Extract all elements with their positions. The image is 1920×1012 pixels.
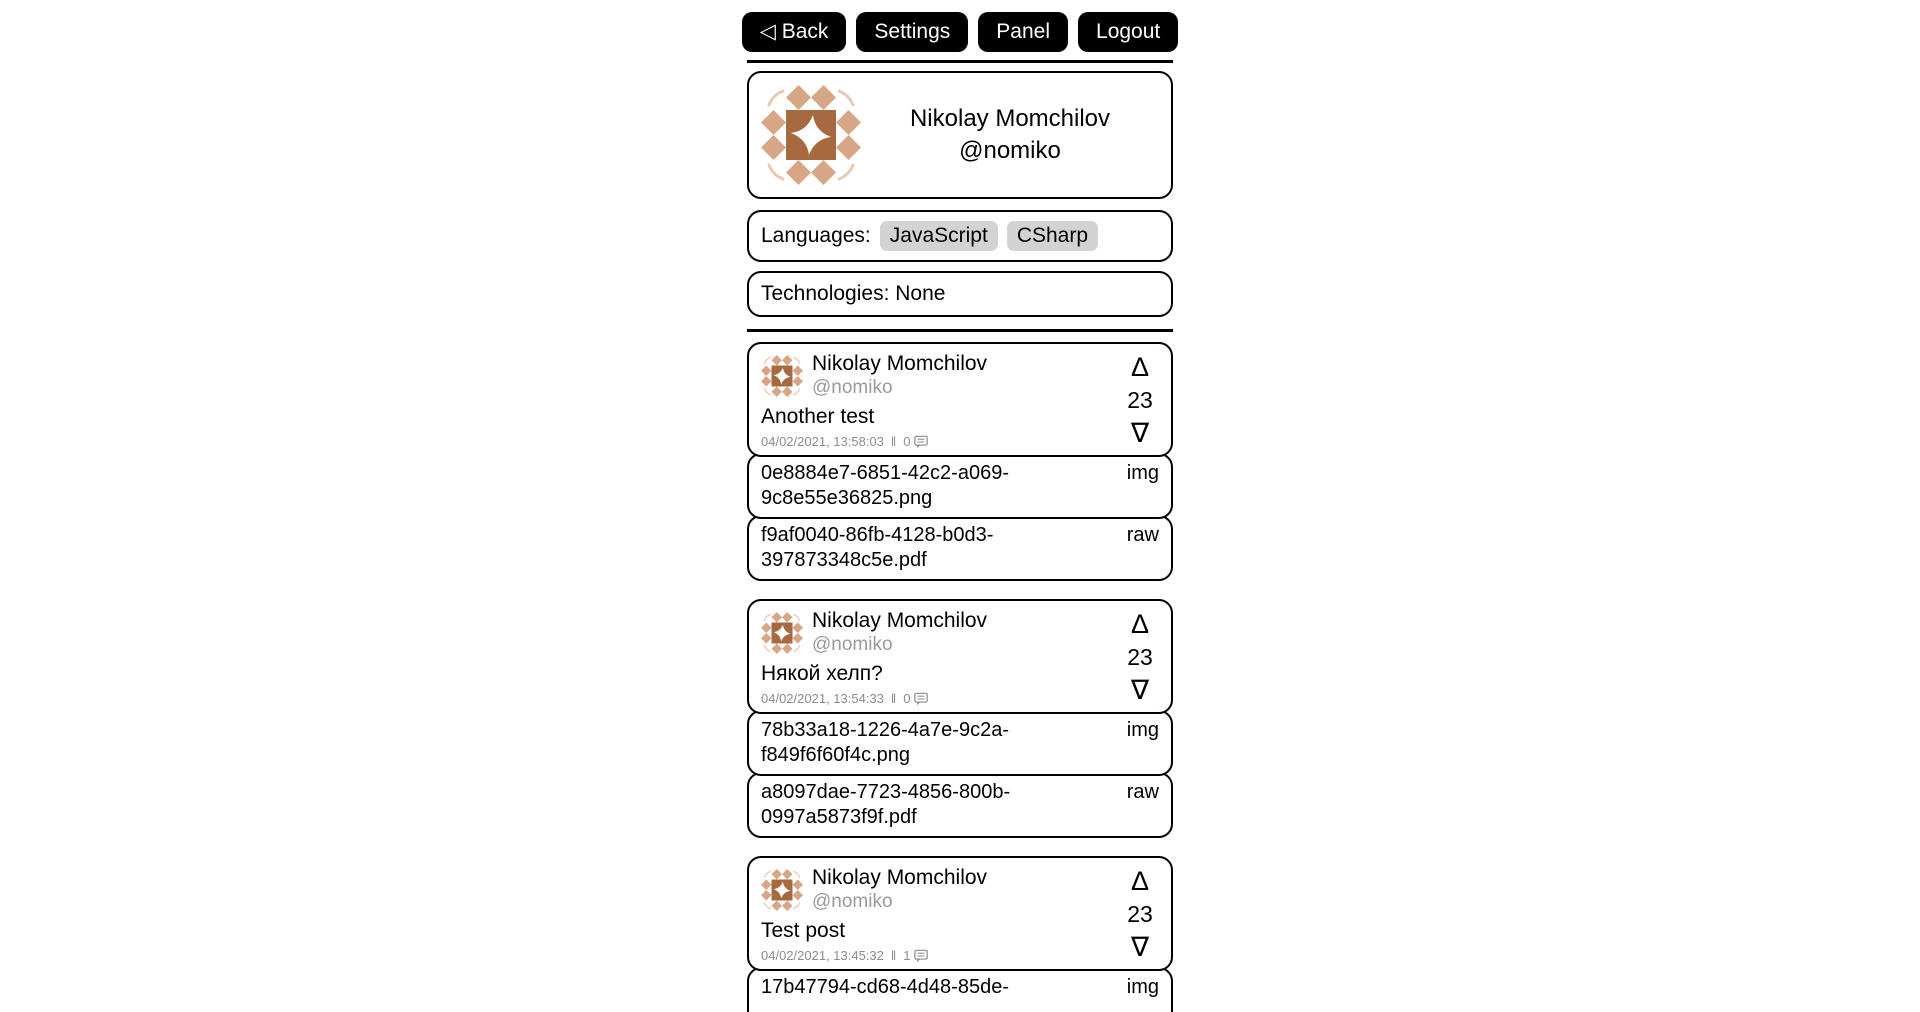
- vote-column: [1119, 352, 1161, 449]
- posts-list: [747, 342, 1173, 1012]
- downvote-button[interactable]: ∇: [1130, 932, 1150, 963]
- vote-column: [1119, 866, 1161, 963]
- posts-divider: [747, 329, 1173, 332]
- vote-count: 23: [1127, 901, 1153, 928]
- post-author-avatar: [761, 869, 803, 911]
- post-group: [747, 342, 1173, 581]
- upvote-button[interactable]: Δ: [1130, 866, 1150, 897]
- post-author-name: Nikolay Momchilov: [812, 352, 988, 376]
- logout-button[interactable]: Logout: [1078, 12, 1178, 52]
- post-author-avatar: [761, 612, 803, 654]
- attachment-type-label: raw: [1126, 524, 1159, 547]
- post-title: Някой хелп?: [761, 662, 883, 686]
- attachment-filename: a8097dae-7723-4856-800b-0997a5873f9f.pdf: [761, 781, 1011, 829]
- comment-icon: [914, 435, 928, 449]
- attachment-row[interactable]: [747, 453, 1173, 519]
- comment-icon: [914, 949, 928, 963]
- attachment-filename: 17b47794-cd68-4d48-85de-: [761, 976, 1009, 999]
- post-meta: [761, 434, 1119, 449]
- attachment-filename: 78b33a18-1226-4a7e-9c2a-f849f6f60f4c.png: [761, 719, 1009, 767]
- profile-card: [747, 71, 1173, 199]
- attachment-row[interactable]: [747, 772, 1173, 838]
- post-timestamp: 04/02/2021, 13:45:32: [761, 948, 884, 964]
- settings-button[interactable]: Settings: [856, 12, 968, 52]
- top-divider: [747, 60, 1173, 63]
- post-title: Another test: [761, 405, 875, 429]
- attachment-row[interactable]: [747, 967, 1173, 1012]
- languages-card: [747, 210, 1173, 262]
- profile-avatar: [761, 85, 861, 185]
- vote-count: 23: [1127, 644, 1153, 671]
- technologies-label: Technologies: None: [761, 282, 946, 306]
- language-badge-javascript: JavaScript: [880, 221, 998, 251]
- comment-count: 1: [903, 948, 911, 964]
- attachment-type-label: img: [1126, 462, 1159, 485]
- profile-handle: @nomiko: [959, 137, 1061, 165]
- profile-name: Nikolay Momchilov: [909, 104, 1111, 132]
- post-card[interactable]: [747, 599, 1173, 714]
- toolbar: [0, 12, 1920, 52]
- comment-count: 0: [903, 434, 911, 450]
- attachment-filename: 0e8884e7-6851-42c2-a069-9c8e55e36825.png: [761, 462, 1009, 510]
- post-meta: [761, 948, 1119, 963]
- post-header: [761, 866, 1119, 913]
- post-group: [747, 856, 1173, 1012]
- comment-icon: [914, 692, 928, 706]
- post-header: [761, 352, 1119, 399]
- languages-label: Languages:: [761, 224, 871, 248]
- attachment-row[interactable]: [747, 710, 1173, 776]
- vote-column: [1119, 609, 1161, 706]
- attachment-type-label: img: [1126, 976, 1159, 999]
- post-meta: [761, 691, 1119, 706]
- post-header: [761, 609, 1119, 656]
- downvote-button[interactable]: ∇: [1130, 418, 1150, 449]
- attachment-type-label: img: [1126, 719, 1159, 742]
- post-group: [747, 599, 1173, 838]
- comment-count: 0: [903, 691, 911, 707]
- post-title: Test post: [761, 919, 846, 943]
- language-badge-csharp: CSharp: [1007, 221, 1098, 251]
- post-card[interactable]: [747, 342, 1173, 457]
- post-author-handle: @nomiko: [812, 634, 893, 656]
- downvote-button[interactable]: ∇: [1130, 675, 1150, 706]
- meta-separator: ‖: [890, 691, 897, 707]
- post-author-handle: @nomiko: [812, 891, 893, 913]
- post-timestamp: 04/02/2021, 13:58:03: [761, 434, 884, 450]
- post-author-name: Nikolay Momchilov: [812, 866, 988, 890]
- post-card[interactable]: [747, 856, 1173, 971]
- vote-count: 23: [1127, 387, 1153, 414]
- post-author-avatar: [761, 355, 803, 397]
- attachment-type-label: raw: [1126, 781, 1159, 804]
- upvote-button[interactable]: Δ: [1130, 352, 1150, 383]
- post-timestamp: 04/02/2021, 13:54:33: [761, 691, 884, 707]
- meta-separator: ‖: [890, 948, 897, 964]
- meta-separator: ‖: [890, 434, 897, 450]
- panel-button[interactable]: Panel: [978, 12, 1068, 52]
- upvote-button[interactable]: Δ: [1130, 609, 1150, 640]
- technologies-card: [747, 271, 1173, 317]
- attachment-row[interactable]: [747, 515, 1173, 581]
- post-author-name: Nikolay Momchilov: [812, 609, 988, 633]
- post-author-handle: @nomiko: [812, 377, 893, 399]
- attachment-filename: f9af0040-86fb-4128-b0d3-397873348c5e.pdf: [761, 524, 994, 572]
- back-button[interactable]: ◁ Back: [742, 12, 847, 52]
